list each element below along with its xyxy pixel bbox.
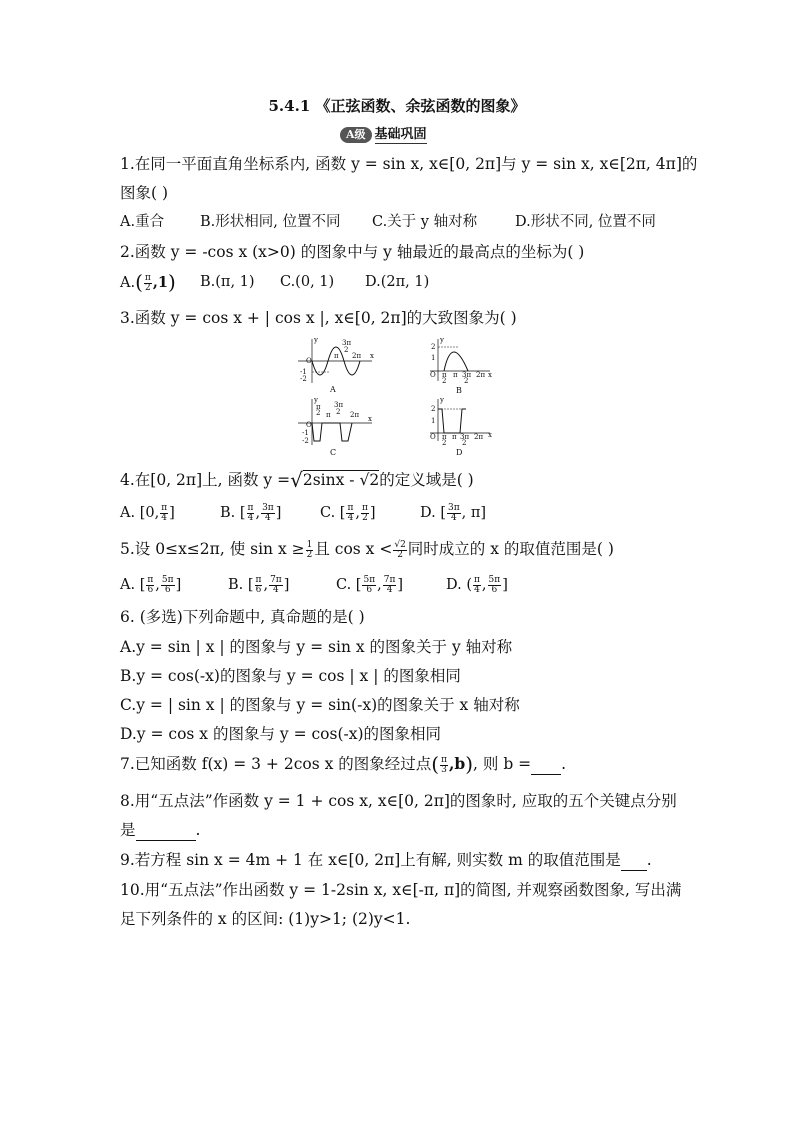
q2-option-c[interactable]: C.(0, 1) <box>280 274 335 290</box>
q2-options <box>120 272 520 296</box>
graph-a-origin: O <box>306 357 312 365</box>
graph-c-3pi-den: 2 <box>336 408 341 416</box>
graph-c[interactable] <box>298 396 372 457</box>
q4-option-a[interactable]: A. [0, $\frac{\pi}{4}$ ] <box>120 502 175 523</box>
q4-stem-pre: 4.在[0, 2π]上, 函数 y = <box>120 471 291 489</box>
graph-d-pi2: π <box>442 433 447 441</box>
q5-option-b[interactable]: B. [ $\frac{\pi}{6}$ , $\frac{7\pi}{4}$ ] <box>228 574 290 595</box>
q9-stem: 9.若方程 sin x = 4m + 1 在 x∈[0, 2π]上有解, 则实数 m 的取值范围是 . <box>120 851 652 869</box>
q4-stem: 4.在[0, 2π]上, 函数 y =√2sinx - √2的定义域是( ) <box>120 468 474 492</box>
graph-b-xaxis: x <box>488 371 492 379</box>
graph-d[interactable] <box>430 396 492 457</box>
q7-answer-blank[interactable] <box>531 754 561 775</box>
q2-option-a-label: A. <box>120 275 136 291</box>
q10-stem-line1: 10.用“五点法”作出函数 y = 1-2sin x, x∈[-π, π]的简图, 并观察函数图象, 写出满 <box>120 881 682 899</box>
graph-b-y1: 1 <box>431 354 436 362</box>
graph-c-pi: π <box>326 411 331 419</box>
q8-stem-line2: 是 . <box>120 821 201 839</box>
q6-option-d[interactable]: D.y = cos x 的图象与 y = cos(-x)的图象相同 <box>120 725 442 743</box>
q4-option-b[interactable]: B. [ $\frac{\pi}{4}$ , $\frac{3\pi}{4}$ ] <box>220 502 282 523</box>
graph-b-y2: 2 <box>431 343 436 351</box>
q1-option-c[interactable]: C.关于 y 轴对称 <box>372 214 478 230</box>
graph-a-ym1: -1 <box>300 368 307 376</box>
graph-b-3pi-den: 2 <box>464 377 469 385</box>
q6-stem: 6. (多选)下列命题中, 真命题的是( ) <box>120 608 365 626</box>
graph-b-label: B <box>456 386 462 395</box>
q4-options <box>120 503 520 527</box>
q9-answer-blank[interactable] <box>621 850 647 871</box>
q5-stem: 5.设 0≤x≤2π, 使 sin x ≥ $\frac{1}{2}$ 且 cos x < $\frac{√2}{2}$ 同时成立的 x 的取值范围是( ) <box>120 539 614 560</box>
q10-stem-line2: 足下列条件的 x 的区间: (1)y>1; (2)y<1. <box>120 910 411 928</box>
q4-stem-post: 的定义域是( ) <box>379 471 474 489</box>
q3-graph-options <box>290 337 500 461</box>
graph-c-pi2: π <box>316 403 321 411</box>
q2-option-a-tail: ,1 <box>152 274 168 291</box>
graph-c-ym1: -1 <box>302 429 309 437</box>
graph-b-pi2-den: 2 <box>442 377 447 385</box>
q2-option-d[interactable]: D.(2π, 1) <box>365 274 430 290</box>
graph-c-origin: O <box>306 421 312 429</box>
graph-a-2pi: 2π <box>352 352 362 360</box>
q1-stem-line2: 图象( ) <box>120 184 169 202</box>
graph-c-xaxis: x <box>368 415 372 423</box>
graph-b-pi: π <box>453 371 458 379</box>
graph-d-label: D <box>456 448 463 457</box>
q1-option-b[interactable]: B.形状相同, 位置不同 <box>200 214 341 230</box>
q6-option-b[interactable]: B.y = cos(-x)的图象与 y = cos | x | 的图象相同 <box>120 667 461 685</box>
q8-answer-blank[interactable] <box>136 820 196 841</box>
graph-b-3pi: 3π <box>462 371 472 379</box>
q8-stem-line1: 8.用“五点法”作函数 y = 1 + cos x, x∈[0, 2π]的图象时, 应取的五个关键点分别 <box>120 792 677 810</box>
graph-a-3pi: 3π <box>342 339 352 347</box>
graph-c-pi2-den: 2 <box>316 409 321 417</box>
graph-d-xaxis: x <box>488 431 492 439</box>
graph-a-yaxis: y <box>314 337 318 344</box>
graph-a-pi: π <box>334 352 339 360</box>
q4-option-c[interactable]: C. [ $\frac{\pi}{4}$ , $\frac{\pi}{2}$ ] <box>320 502 376 523</box>
graph-a-xaxis: x <box>370 352 374 360</box>
graph-d-3pi-den: 2 <box>462 439 467 447</box>
graph-d-3pi: 3π <box>460 433 470 441</box>
graph-d-2pi: 2π <box>474 433 484 441</box>
graph-a-label: A <box>330 385 336 394</box>
graph-b-2pi: 2π <box>476 371 486 379</box>
q1-option-a[interactable]: A.重合 <box>120 214 165 230</box>
graph-b-yaxis: y <box>440 337 444 344</box>
q6-option-c[interactable]: C.y = | sin x | 的图象与 y = sin(-x)的图象关于 x 轴对称 <box>120 696 520 714</box>
graph-d-pi2-den: 2 <box>442 439 447 447</box>
q3-stem: 3.函数 y = cos x + | cos x |, x∈[0, 2π]的大致图象为( ) <box>120 309 517 327</box>
level-label: 基础巩固 <box>374 126 427 142</box>
graph-c-yaxis: y <box>314 396 318 404</box>
q4-stem-radicand: 2sinx - √2 <box>302 471 380 489</box>
level-heading <box>340 126 427 144</box>
q1-stem-line1: 1.在同一平面直角坐标系内, 函数 y = sin x, x∈[0, 2π]与 y = sin x, x∈[2π, 4π]的 <box>120 155 698 173</box>
graph-c-ym2: -2 <box>302 437 309 445</box>
graph-d-y1: 1 <box>431 417 436 425</box>
page-title: 5.4.1 《正弦函数、余弦函数的图象》 <box>268 97 526 115</box>
q7-stem: 7.已知函数 f(x) = 3 + 2cos x 的图象经过点( $\frac{\pi}{3}$ ,b), 则 b = . <box>120 752 567 776</box>
level-badge: A级 <box>340 127 372 143</box>
q5-option-a[interactable]: A. [ $\frac{\pi}{6}$ , $\frac{5\pi}{6}$ ] <box>120 574 182 595</box>
graph-a[interactable] <box>298 337 374 394</box>
q6-option-a[interactable]: A.y = sin | x | 的图象与 y = sin x 的图象关于 y 轴对称 <box>120 638 513 656</box>
graph-a-3pi-den: 2 <box>344 346 349 354</box>
q1-options <box>120 212 680 232</box>
graph-d-origin: O <box>430 433 436 441</box>
q1-option-d[interactable]: D.形状不同, 位置不同 <box>515 214 656 230</box>
graph-c-3pi: 3π <box>334 401 344 409</box>
q5-option-c[interactable]: C. [ $\frac{5\pi}{6}$ , $\frac{7\pi}{4}$ ] <box>336 574 404 595</box>
graph-d-yaxis: y <box>440 396 444 404</box>
graph-b[interactable] <box>430 337 492 395</box>
q2-stem: 2.函数 y = -cos x (x>0) 的图象中与 y 轴最近的最高点的坐标为( ) <box>120 243 585 261</box>
graph-c-2pi: 2π <box>350 411 360 419</box>
q4-option-d[interactable]: D. [ $\frac{3\pi}{4}$ , π] <box>420 502 487 523</box>
graph-c-label: C <box>330 448 337 457</box>
q5-options <box>120 575 540 599</box>
q2-option-a[interactable]: A.( $\frac{\pi}{2}$ ,1) <box>120 270 176 294</box>
graph-b-pi2: π <box>442 371 447 379</box>
q2-option-a-fraction: $\frac{\pi}{2}$ <box>144 272 151 293</box>
graph-a-ym2: -2 <box>300 375 307 383</box>
graph-b-origin: O <box>430 371 436 379</box>
graph-d-y2: 2 <box>431 405 436 413</box>
q2-option-b[interactable]: B.(π, 1) <box>200 274 255 290</box>
graph-d-pi: π <box>452 433 457 441</box>
q5-option-d[interactable]: D. ( $\frac{\pi}{4}$ , $\frac{5\pi}{6}$ ] <box>446 574 508 595</box>
